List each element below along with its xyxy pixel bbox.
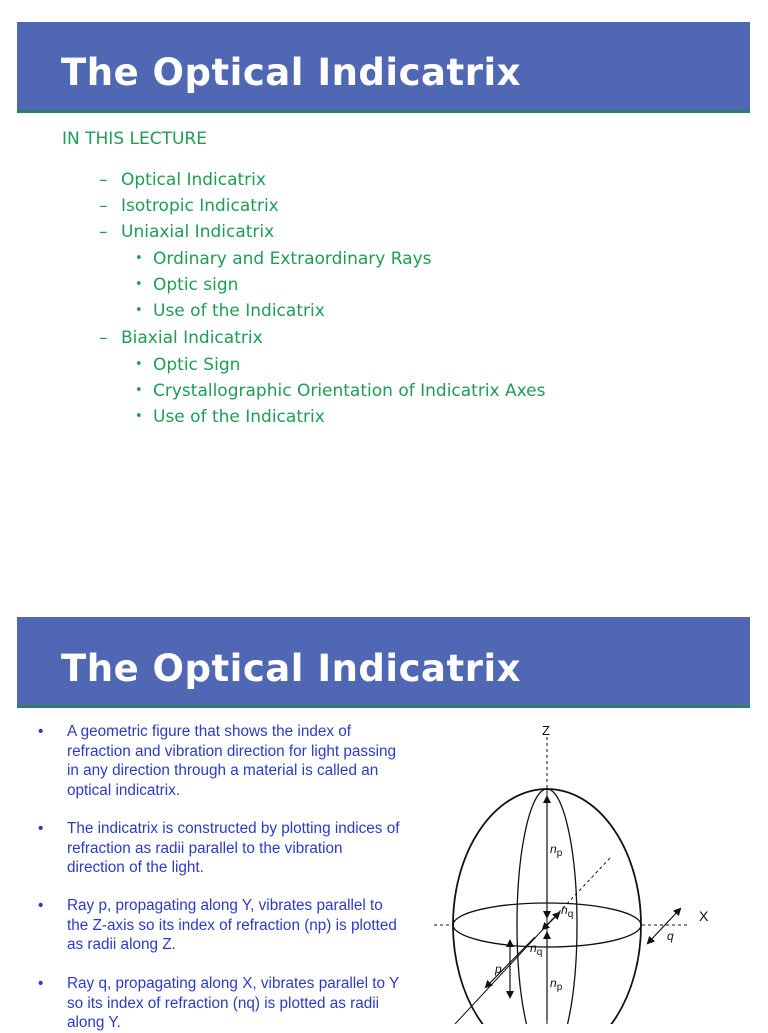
bullet-marker: • <box>38 723 44 740</box>
ray-q-label: q <box>667 929 674 943</box>
bullet-marker: • <box>38 820 44 837</box>
bullet-marker: • <box>135 303 143 318</box>
slide-title: The Optical Indicatrix <box>61 51 521 94</box>
bullet-marker: • <box>135 357 143 372</box>
bullet-marker: • <box>135 251 143 266</box>
bullet-marker: • <box>38 975 44 992</box>
dash-marker: – <box>99 328 108 348</box>
nq-label-lower: $n_q$ <box>530 941 543 958</box>
outline-item: – Uniaxial Indicatrix <box>99 222 275 242</box>
bullet-marker: • <box>135 383 143 398</box>
outline-subitem: • Optic Sign <box>135 355 241 375</box>
ray-p <box>494 941 510 997</box>
outline-item: – Optical Indicatrix <box>99 170 266 190</box>
slide-2: The Optical Indicatrix • A geometric figure that shows the index of refraction and vibration direction for light passing in any direction through a material is called an optical indicatrix. • The indicatrix is constructed by plotting indices of refraction as radii parallel to the vibration direction of the light. • Ray p, propagating along Y, vibrates parallel to the Z-axis so its index of refraction (np) is plotted as radii along Z. • Ray q, propagating along X, vibrates parallel to Y so its index of refraction (nq) is plotted as radii along Y. Z X $n_p$ $n_p$ $n_q$ $n_q$ p q <box>0 615 768 1024</box>
lecture-heading: IN THIS LECTURE <box>62 129 207 149</box>
bullet-marker: • <box>135 409 143 424</box>
outline-subitem: • Use of the Indicatrix <box>135 407 325 427</box>
outline-subitem: • Optic sign <box>135 275 239 295</box>
title-bar <box>17 617 750 708</box>
ray-q <box>648 909 680 943</box>
slide-title: The Optical Indicatrix <box>61 647 521 690</box>
bullet-marker: • <box>38 897 44 914</box>
bullet-marker: • <box>135 277 143 292</box>
outline-subitem: • Ordinary and Extraordinary Rays <box>135 249 432 269</box>
np-label-lower: $n_p$ <box>550 976 563 993</box>
np-label-upper: $n_p$ <box>550 842 563 859</box>
ray-p-label: p <box>495 962 502 976</box>
outline-subitem: • Crystallographic Orientation of Indicatrix Axes <box>135 381 546 401</box>
nq-label-upper: $n_q$ <box>561 903 574 920</box>
z-axis <box>542 723 550 1024</box>
x-axis-label: X <box>699 908 709 924</box>
dash-marker: – <box>99 170 108 190</box>
dash-marker: – <box>99 222 108 242</box>
dash-marker: – <box>99 196 108 216</box>
outline-item: – Biaxial Indicatrix <box>99 328 263 348</box>
outline-subitem: • Use of the Indicatrix <box>135 301 325 321</box>
outline-item: – Isotropic Indicatrix <box>99 196 279 216</box>
indicatrix-figure <box>400 715 768 1024</box>
z-axis-label: Z <box>542 723 550 738</box>
title-bar <box>17 22 750 113</box>
